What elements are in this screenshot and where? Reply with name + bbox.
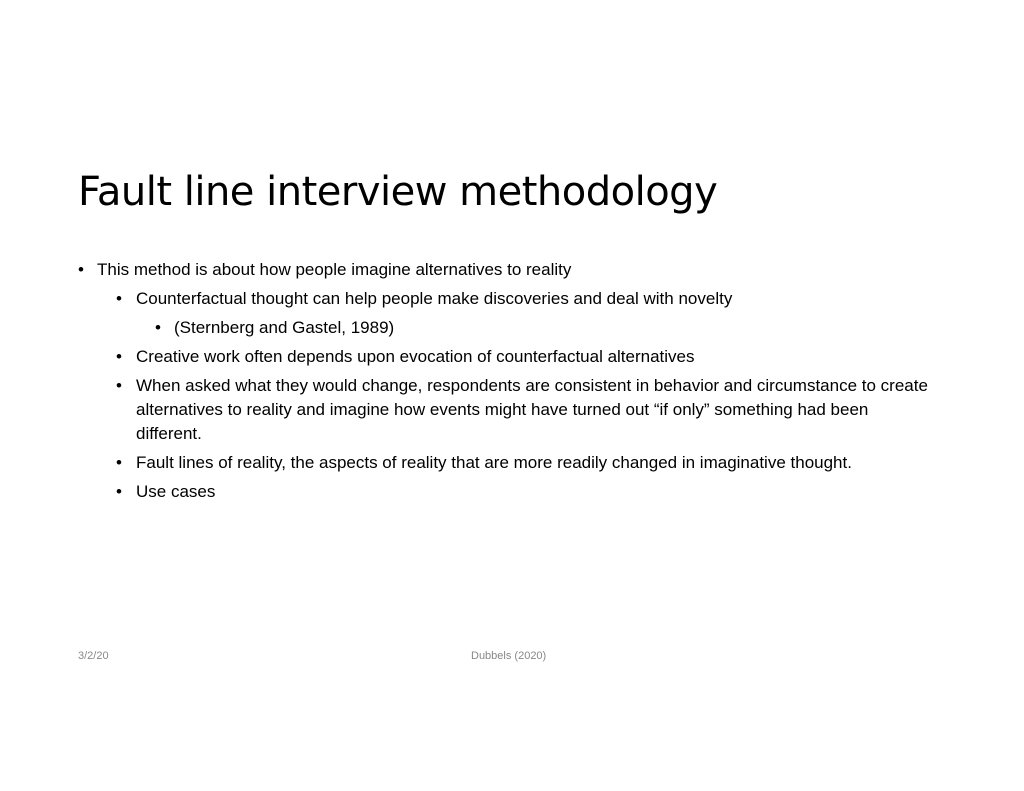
bullet-dot-icon: • [155,318,161,337]
bullet-dot-icon: • [116,376,122,395]
bullet-item [78,451,938,475]
bullet-item [78,345,938,369]
bullet-item [78,287,938,311]
bullet-item [78,258,938,282]
bullet-text: This method is about how people imagine alternatives to reality [97,260,572,279]
bullet-text: Use cases [136,482,216,501]
bullet-dot-icon: • [116,482,122,501]
bullet-dot-icon: • [78,260,84,279]
bullet-text: Counterfactual thought can help people make discoveries and deal with novelty [136,289,733,308]
bullet-item [78,316,938,340]
bullet-dot-icon: • [116,347,122,366]
bullet-dot-icon: • [116,453,122,472]
bullet-text: Fault lines of reality, the aspects of reality that are more readily changed in imaginative thought. [136,453,852,472]
bullet-item [78,480,938,504]
bullet-text: (Sternberg and Gastel, 1989) [174,318,395,337]
bullet-dot-icon: • [116,289,122,308]
bullet-text: Creative work often depends upon evocation of counterfactual alternatives [136,347,695,366]
bullet-item [78,374,938,446]
footer-date: 3/2/20 [78,650,109,662]
bullet-text: When asked what they would change, respondents are consistent in behavior and circumstance to create alternatives to reality and imagine how events might have turned out “if only” something had been different. [136,376,928,443]
footer-citation: Dubbels (2020) [471,650,547,662]
bullet-list [78,258,938,509]
slide-title: Fault line interview methodology [78,169,718,215]
